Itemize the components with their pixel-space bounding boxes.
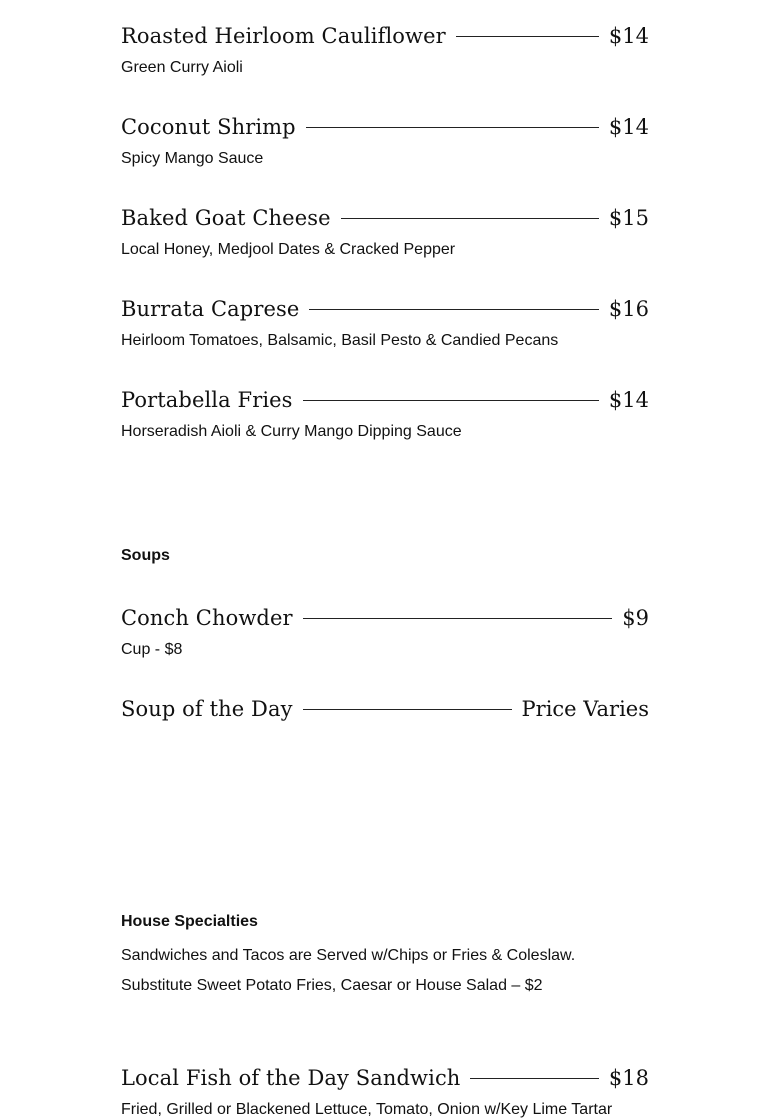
menu-item-name: Baked Goat Cheese bbox=[121, 206, 331, 230]
menu-item-name: Roasted Heirloom Cauliflower bbox=[121, 24, 446, 48]
menu-item-row bbox=[121, 590, 649, 630]
menu-item-description: Green Curry Aioli bbox=[121, 59, 243, 76]
menu-item-row bbox=[121, 190, 649, 230]
menu-item-description: Heirloom Tomatoes, Balsamic, Basil Pesto & Candied Pecans bbox=[121, 332, 559, 349]
menu-item-price: $14 bbox=[608, 115, 649, 139]
menu-item-name: Soup of the Day bbox=[121, 697, 293, 721]
menu-item bbox=[121, 190, 649, 260]
dotted-leader bbox=[303, 618, 613, 619]
menu-item-price: $16 bbox=[608, 297, 649, 321]
menu-item-price: $14 bbox=[608, 24, 649, 48]
section-note: Sandwiches and Tacos are Served w/Chips or Fries & Coleslaw. Substitute Sweet Potato Fries, Caesar or House Salad – $2 bbox=[121, 947, 576, 994]
menu-item-row bbox=[121, 99, 649, 139]
dotted-leader bbox=[470, 1078, 598, 1079]
menu-item-name: Coconut Shrimp bbox=[121, 115, 296, 139]
menu-item bbox=[121, 281, 649, 351]
menu-item bbox=[121, 372, 649, 442]
menu-item bbox=[121, 99, 649, 169]
menu-item-name: Portabella Fries bbox=[121, 388, 293, 412]
menu-item-description: Cup - $8 bbox=[121, 641, 183, 658]
menu-item-price: $14 bbox=[608, 388, 649, 412]
menu-item-description: Fried, Grilled or Blackened Lettuce, Tomato, Onion w/Key Lime Tartar bbox=[121, 1101, 613, 1118]
menu-item-row bbox=[121, 1050, 649, 1090]
dotted-leader bbox=[303, 400, 599, 401]
dotted-leader bbox=[306, 127, 599, 128]
menu-item-name: Burrata Caprese bbox=[121, 297, 300, 321]
menu-item-price: $15 bbox=[608, 206, 649, 230]
menu-item-row bbox=[121, 281, 649, 321]
section-title-house-specialties: House Specialties bbox=[121, 913, 258, 930]
section-title-soups: Soups bbox=[121, 547, 170, 564]
menu-item-name: Local Fish of the Day Sandwich bbox=[121, 1066, 461, 1090]
menu-item-name: Conch Chowder bbox=[121, 606, 293, 630]
menu-item-price: Price Varies bbox=[521, 697, 649, 721]
dotted-leader bbox=[341, 218, 599, 219]
menu-item bbox=[121, 590, 649, 660]
dotted-leader bbox=[309, 309, 599, 310]
menu-item-row bbox=[121, 681, 649, 721]
menu-item bbox=[121, 8, 649, 78]
menu-item-price: $18 bbox=[608, 1066, 649, 1090]
dotted-leader bbox=[456, 36, 599, 37]
menu-item-row bbox=[121, 372, 649, 412]
dotted-leader bbox=[303, 709, 512, 710]
menu-item-row bbox=[121, 8, 649, 48]
menu-item bbox=[121, 681, 649, 721]
menu-item-description: Spicy Mango Sauce bbox=[121, 150, 264, 167]
menu-item-description: Local Honey, Medjool Dates & Cracked Pepper bbox=[121, 241, 456, 258]
menu-item-description: Horseradish Aioli & Curry Mango Dipping Sauce bbox=[121, 423, 462, 440]
menu-item-price: $9 bbox=[622, 606, 649, 630]
